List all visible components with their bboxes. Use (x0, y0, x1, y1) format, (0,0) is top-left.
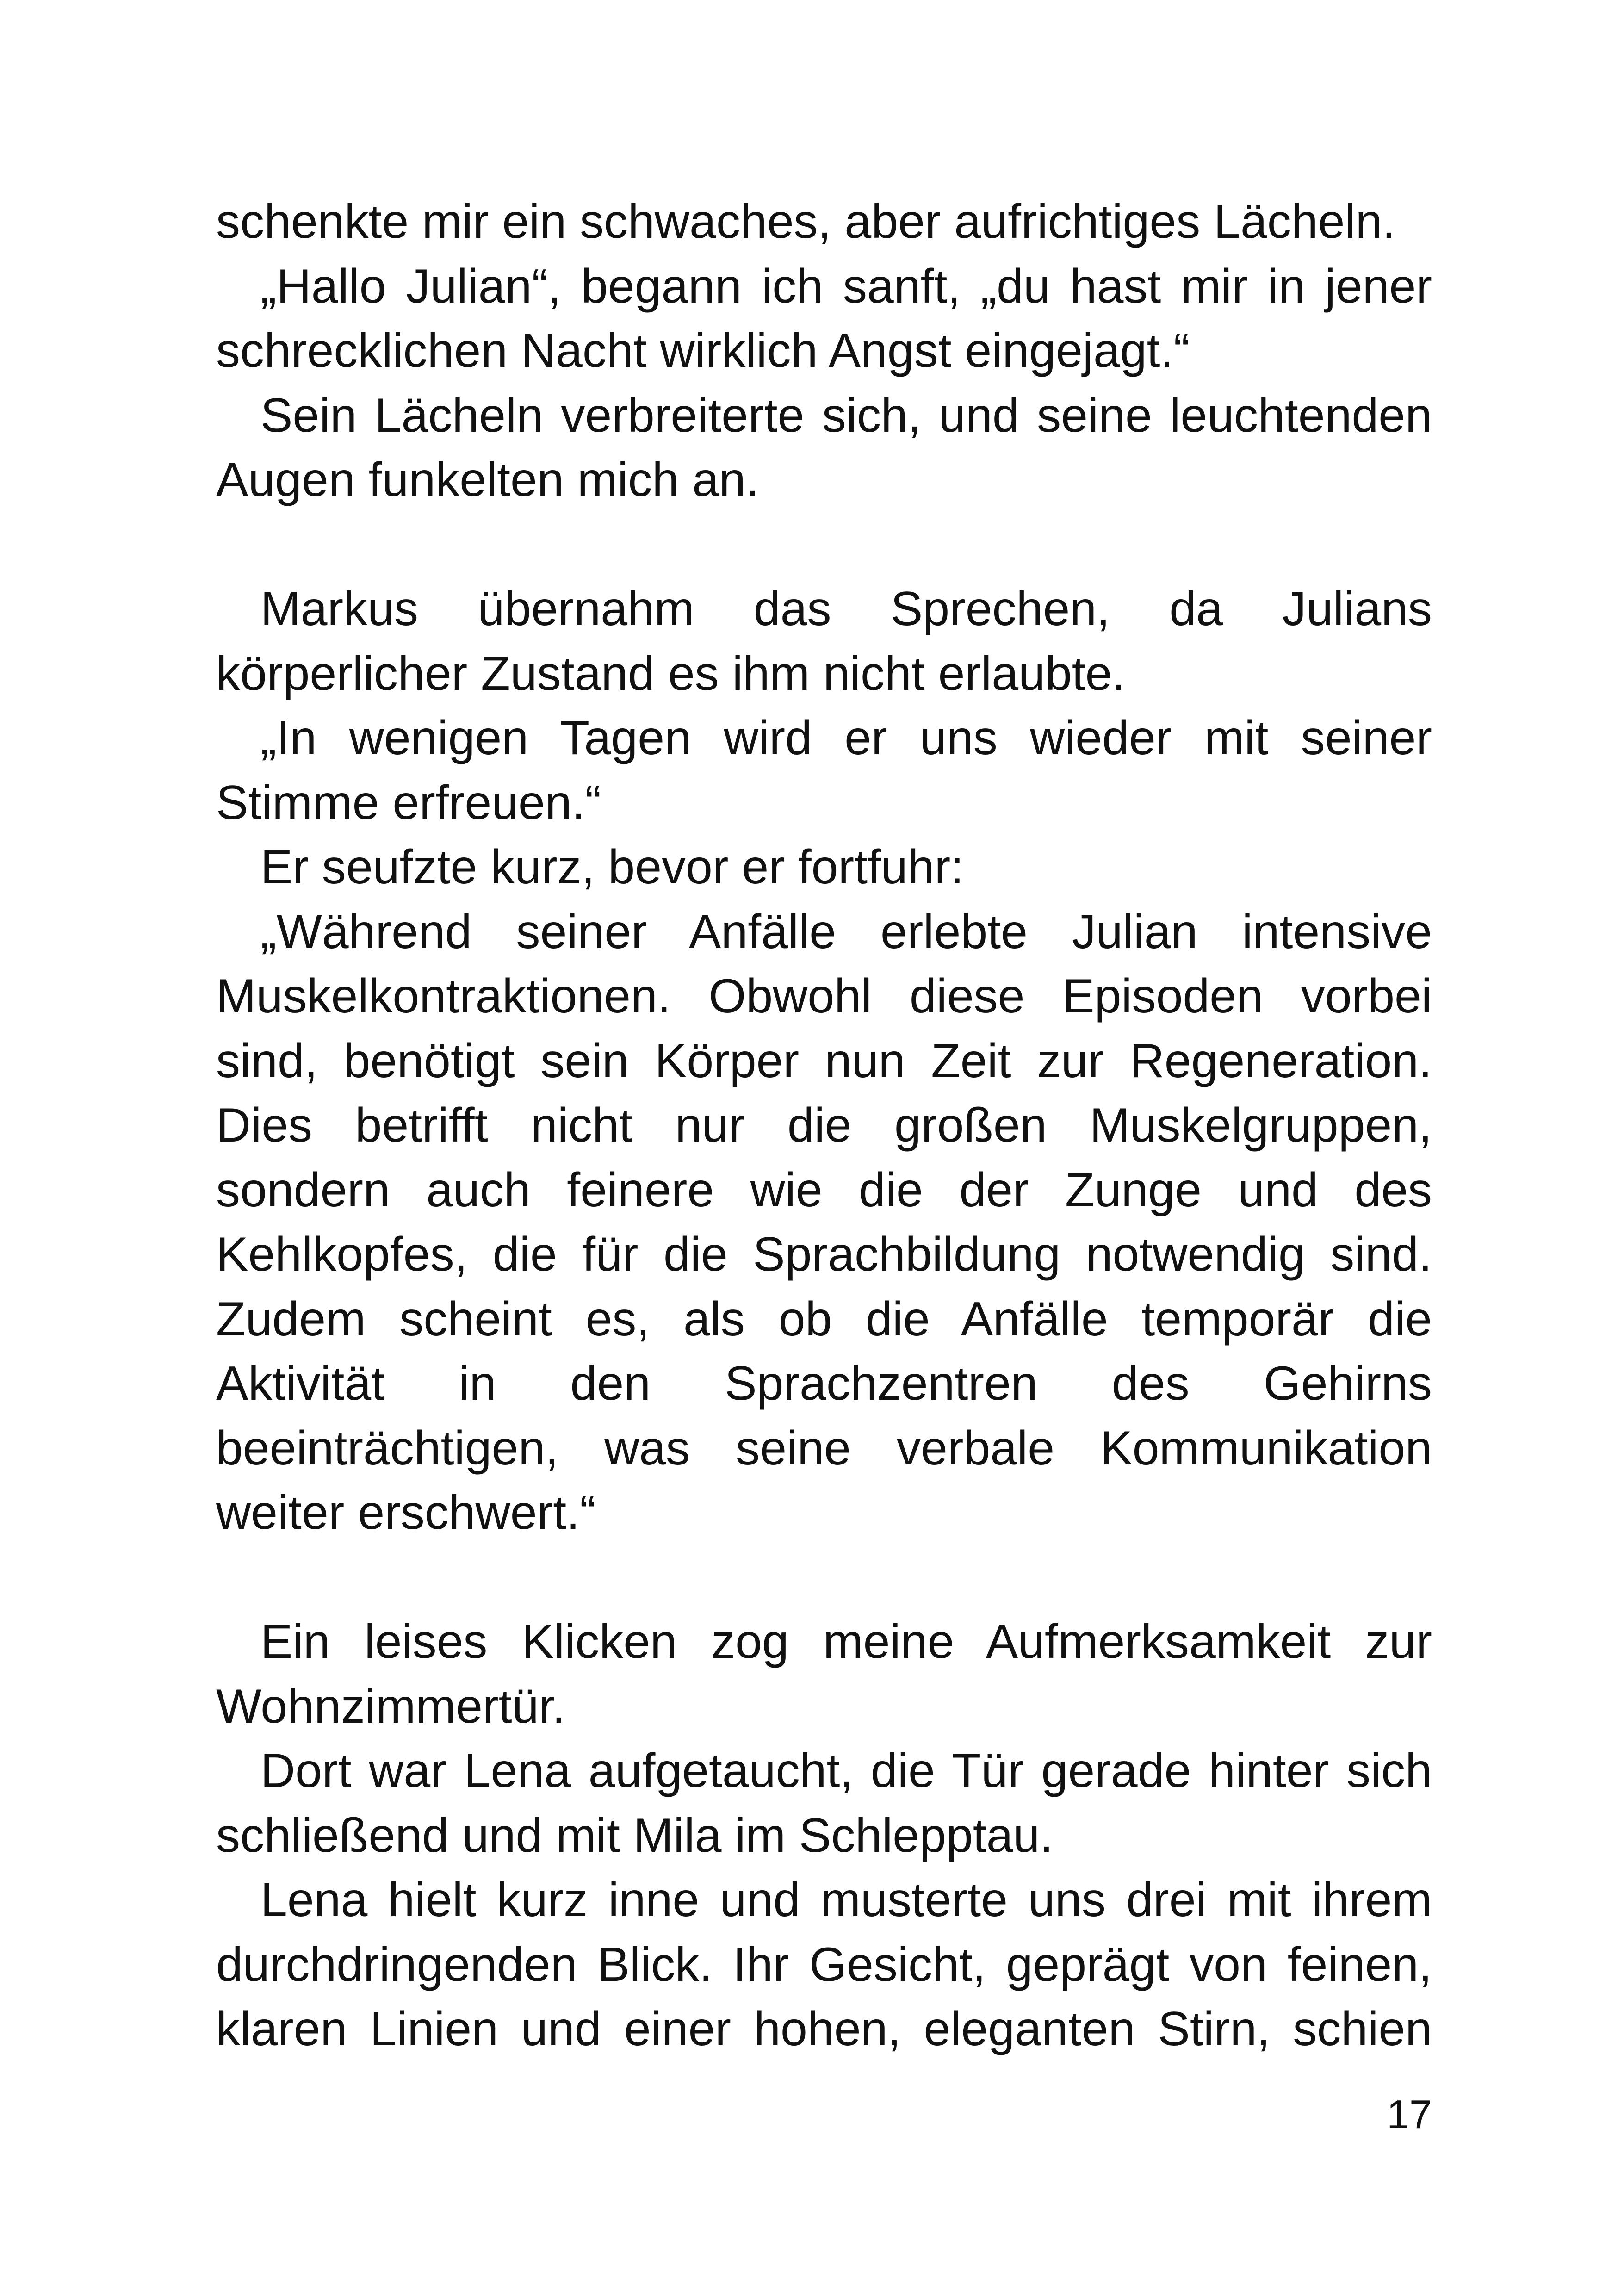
paragraph: Lena hielt kurz inne und musterte uns drei mit ihrem durchdringenden Blick. Ihr Gesicht, geprägt von feinen, klaren Linien und einer hohen, eleganten Stirn, schien (216, 1873, 1432, 2056)
paragraph: Dort war Lena aufgetaucht, die Tür gerade hinter sich schließend und mit Mila im Schlepptau. (216, 1744, 1432, 1862)
body-text (216, 190, 1432, 2062)
paragraph: „Während seiner Anfälle erlebte Julian intensive Muskelkontraktionen. Obwohl diese Episoden vorbei sind, benötigt sein Körper nun Zeit zur Regeneration. Dies betrifft nicht nur die großen Muskelgruppen, sondern auch feinere wie die der Zunge und des Kehlkopfes, die für die Sprachbildung notwendig sind. Zudem scheint es, als ob die Anfälle temporär die Aktivität in den Sprachzentren des Gehirns beeinträchtigen, was seine verbale Kommunikation weiter erschwert.“ (216, 905, 1432, 1539)
page-number: 17 (1387, 2091, 1432, 2137)
paragraph: Er seufzte kurz, bevor er fortfuhr: (260, 840, 964, 894)
paragraph-break (216, 1545, 1432, 1610)
paragraph: „In wenigen Tagen wird er uns wieder mit seiner Stimme erfreuen.“ (216, 711, 1432, 830)
paragraph: Ein leises Klicken zog meine Aufmerksamkeit zur Wohnzimmertür. (216, 1615, 1432, 1733)
paragraph-break (216, 513, 1432, 577)
paragraph: „Hallo Julian“, begann ich sanft, „du hast mir in jener schrecklichen Nacht wirklich Angst eingejagt.“ (216, 259, 1432, 378)
paragraph: schenkte mir ein schwaches, aber aufrichtiges Lächeln. (216, 195, 1396, 248)
paragraph: Sein Lächeln verbreiterte sich, und seine leuchtenden Augen funkelten mich an. (216, 388, 1432, 507)
paragraph: Markus übernahm das Sprechen, da Julians körperlicher Zustand es ihm nicht erlaubte. (216, 582, 1432, 701)
